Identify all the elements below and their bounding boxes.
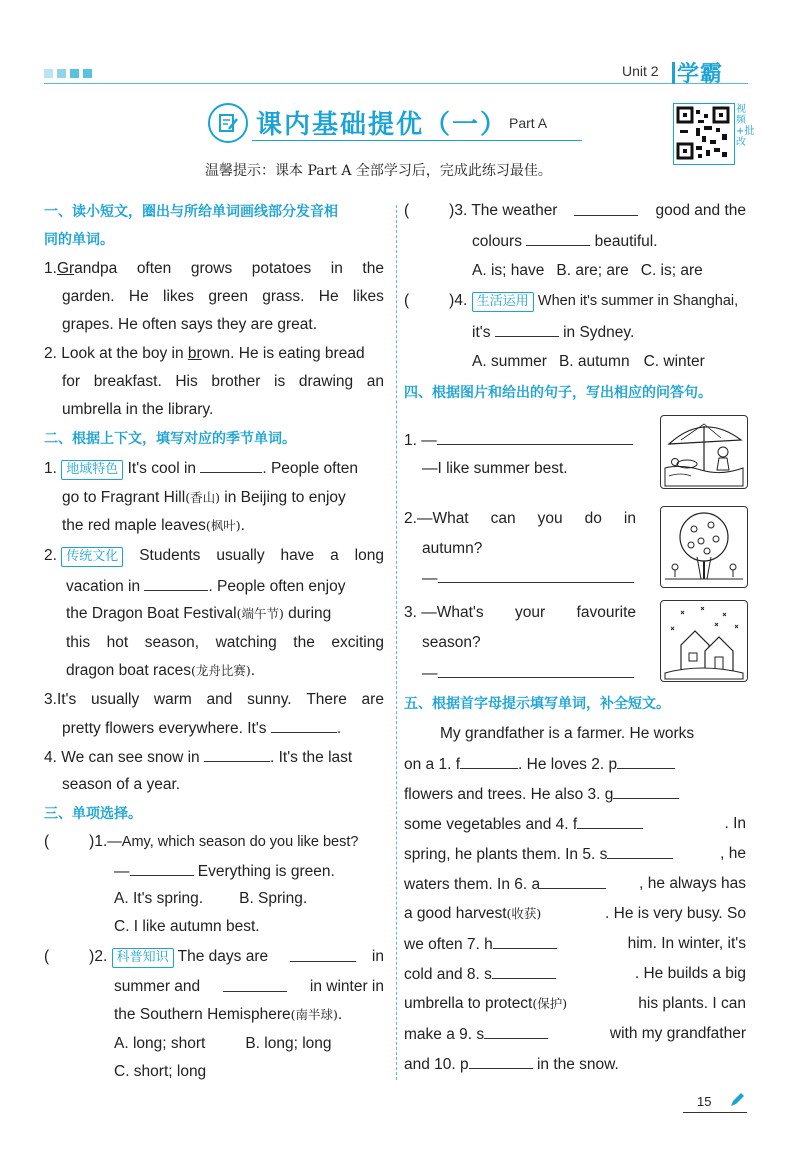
qr-code[interactable] [673, 103, 735, 165]
blank[interactable] [290, 947, 356, 962]
section3-heading: 三、单项选择。 [44, 806, 142, 822]
s2-q4-line1: 4. We can see snow in . It's the last [44, 749, 353, 766]
qr-side-label: 视频+批改 [736, 104, 755, 148]
passage-line-7: a good harvest(收获) . He is very busy. So [404, 905, 746, 922]
passage-line-1: My grandfather is a farmer. He works [440, 725, 695, 742]
passage-line-5: spring, he plants them. In 5. s , he [404, 845, 746, 863]
answer-line[interactable] [438, 568, 634, 583]
summer-beach-picture [660, 415, 748, 489]
tag-daily-life: 生活运用 [472, 292, 534, 312]
blank-6[interactable] [540, 874, 606, 889]
s1-q2-line1: 2. Look at the boy in brown. He is eating bread [44, 345, 365, 362]
s3-q4-line1: ( )4. 生活运用 When it's summer in Shanghai, [404, 291, 738, 312]
page-number-line [683, 1112, 747, 1113]
s3-q4-options: A. summer B. autumn C. winter [472, 353, 705, 370]
blank-3[interactable] [613, 784, 679, 799]
blank[interactable] [574, 201, 638, 216]
blank[interactable] [495, 322, 559, 337]
passage-line-12: and 10. p in the snow. [404, 1056, 619, 1073]
s4-q2-answer-line: — [422, 568, 634, 589]
s4-q3-line1: 3. —What's your favourite [404, 604, 636, 621]
s4-q1-answer: —I like summer best. [422, 460, 568, 477]
s3-q2-option-c: C. short; long [114, 1063, 207, 1080]
s3-q2-options-ab: A. long; short B. long; long [114, 1035, 332, 1052]
s3-q2-line1: ( )2. 科普知识 The days are in [44, 947, 384, 968]
s1-q1-line2: garden. He likes green grass. He likes [62, 288, 384, 305]
passage-line-9: cold and 8. s . He builds a big [404, 965, 746, 983]
s2-q2-line5: dragon boat races(龙舟比赛). [66, 662, 256, 679]
blank-4[interactable] [577, 814, 643, 829]
s2-q2-line2: vacation in . People often enjoy [66, 578, 346, 595]
section1-heading-line2: 同的单词。 [44, 232, 114, 248]
s2-q1-line3: the red maple leaves(枫叶). [62, 517, 245, 534]
title-underline [252, 140, 582, 141]
title-part: Part A [509, 115, 548, 131]
s2-q1-line2: go to Fragrant Hill(香山) in Beijing to enjoy [62, 489, 346, 506]
tag-science: 科普知识 [112, 948, 174, 968]
blank[interactable] [200, 458, 262, 473]
s4-q2-line2: autumn? [422, 540, 483, 557]
edit-icon [208, 103, 248, 143]
section4-heading: 四、根据图片和给出的句子，写出相应的问答句。 [404, 385, 712, 401]
blank-5[interactable] [607, 844, 673, 859]
s3-q1-line2: — Everything is green. [114, 863, 335, 880]
s3-q3-line2: colours beautiful. [472, 233, 658, 250]
s3-q3-line1: ( )3. The weather good and the [404, 202, 746, 219]
blank[interactable] [526, 231, 590, 246]
tag-regional: 地域特色 [61, 460, 123, 480]
answer-line[interactable] [437, 430, 633, 445]
s3-q1-option-c: C. I like autumn best. [114, 918, 260, 935]
header-decoration [44, 69, 92, 78]
s1-q1-line3: grapes. He often says they are great. [62, 316, 318, 333]
unit-label: Unit 2 [622, 63, 659, 79]
blank[interactable] [144, 576, 208, 591]
blank-9[interactable] [484, 1024, 548, 1039]
page-title: 课内基础提优（一） [256, 110, 509, 140]
passage-line-4: some vegetables and 4. f . In [404, 815, 746, 833]
s3-q1-line1: ( )1.—Amy, which season do you like best? [44, 833, 359, 850]
section2-heading: 二、根据上下文，填写对应的季节单词。 [44, 431, 296, 447]
s1-q2-line2: for breakfast. His brother is drawing an [62, 373, 384, 390]
s4-q3-line2: season? [422, 634, 481, 651]
s4-q3-answer-line: — [422, 663, 634, 684]
s4-q1-line1: 1. — [404, 430, 633, 451]
blank-10[interactable] [469, 1054, 533, 1069]
s4-q2-line1: 2.—What can you do in [404, 510, 636, 527]
s3-q2-line3: the Southern Hemisphere(南半球). [114, 1006, 343, 1023]
s3-q4-line2: it's in Sydney. [472, 324, 635, 341]
s3-q3-options: A. is; have B. are; are C. is; are [472, 262, 703, 279]
blank-8[interactable] [492, 964, 556, 979]
s2-q2-line4: this hot season, watching the exciting [66, 634, 384, 651]
passage-line-6: waters them. In 6. a , he always has [404, 875, 746, 893]
answer-line[interactable] [438, 663, 634, 678]
pencil-icon [728, 1091, 746, 1113]
s2-q4-line2: season of a year. [62, 776, 181, 793]
blank[interactable] [130, 861, 194, 876]
tip-text: 温馨提示：课本 Part A 全部学习后，完成此练习最佳。 [205, 163, 552, 179]
blank-7[interactable] [493, 934, 557, 949]
tag-traditional: 传统文化 [61, 547, 123, 567]
s2-q1-line1: 1. 地域特色 It's cool in . People often [44, 458, 358, 480]
s1-q2-line3: umbrella in the library. [62, 401, 214, 418]
header-line [44, 83, 748, 84]
passage-line-11: make a 9. s with my grandfather [404, 1025, 746, 1043]
blank[interactable] [204, 747, 270, 762]
blank[interactable] [271, 718, 337, 733]
winter-house-picture [660, 600, 748, 682]
section5-heading: 五、根据首字母提示填写单词，补全短文。 [404, 696, 670, 712]
s2-q3-line1: 3.It's usually warm and sunny. There are [44, 691, 384, 708]
s2-q2-line1: 2. 传统文化 Students usually have a long [44, 546, 384, 567]
passage-line-2: on a 1. f . He loves 2. p [404, 754, 675, 775]
passage-line-10: umbrella to protect(保护) his plants. I can [404, 995, 746, 1012]
page-number: 15 [697, 1094, 712, 1109]
s3-q1-options-ab: A. It's spring. B. Spring. [114, 890, 308, 907]
s2-q2-line3: the Dragon Boat Festival(端午节) during [66, 605, 332, 622]
passage-line-3: flowers and trees. He also 3. g [404, 784, 679, 805]
column-divider [396, 205, 397, 1080]
s1-q1-line1: 1.Grandpa often grows potatoes in the [44, 260, 384, 277]
s3-q2-line2: summer and in winter in [114, 978, 384, 995]
brand-bar [672, 62, 675, 84]
passage-line-8: we often 7. h him. In winter, it's [404, 935, 746, 953]
brand-logo: 学霸 [677, 62, 724, 87]
blank[interactable] [223, 977, 287, 992]
blank-1[interactable] [460, 754, 518, 769]
blank-2[interactable] [617, 754, 675, 769]
s2-q3-line2: pretty flowers everywhere. It's . [62, 720, 342, 737]
autumn-tree-picture [660, 506, 748, 588]
section1-heading-line1: 一、读小短文，圈出与所给单词画线部分发音相 [44, 204, 338, 220]
